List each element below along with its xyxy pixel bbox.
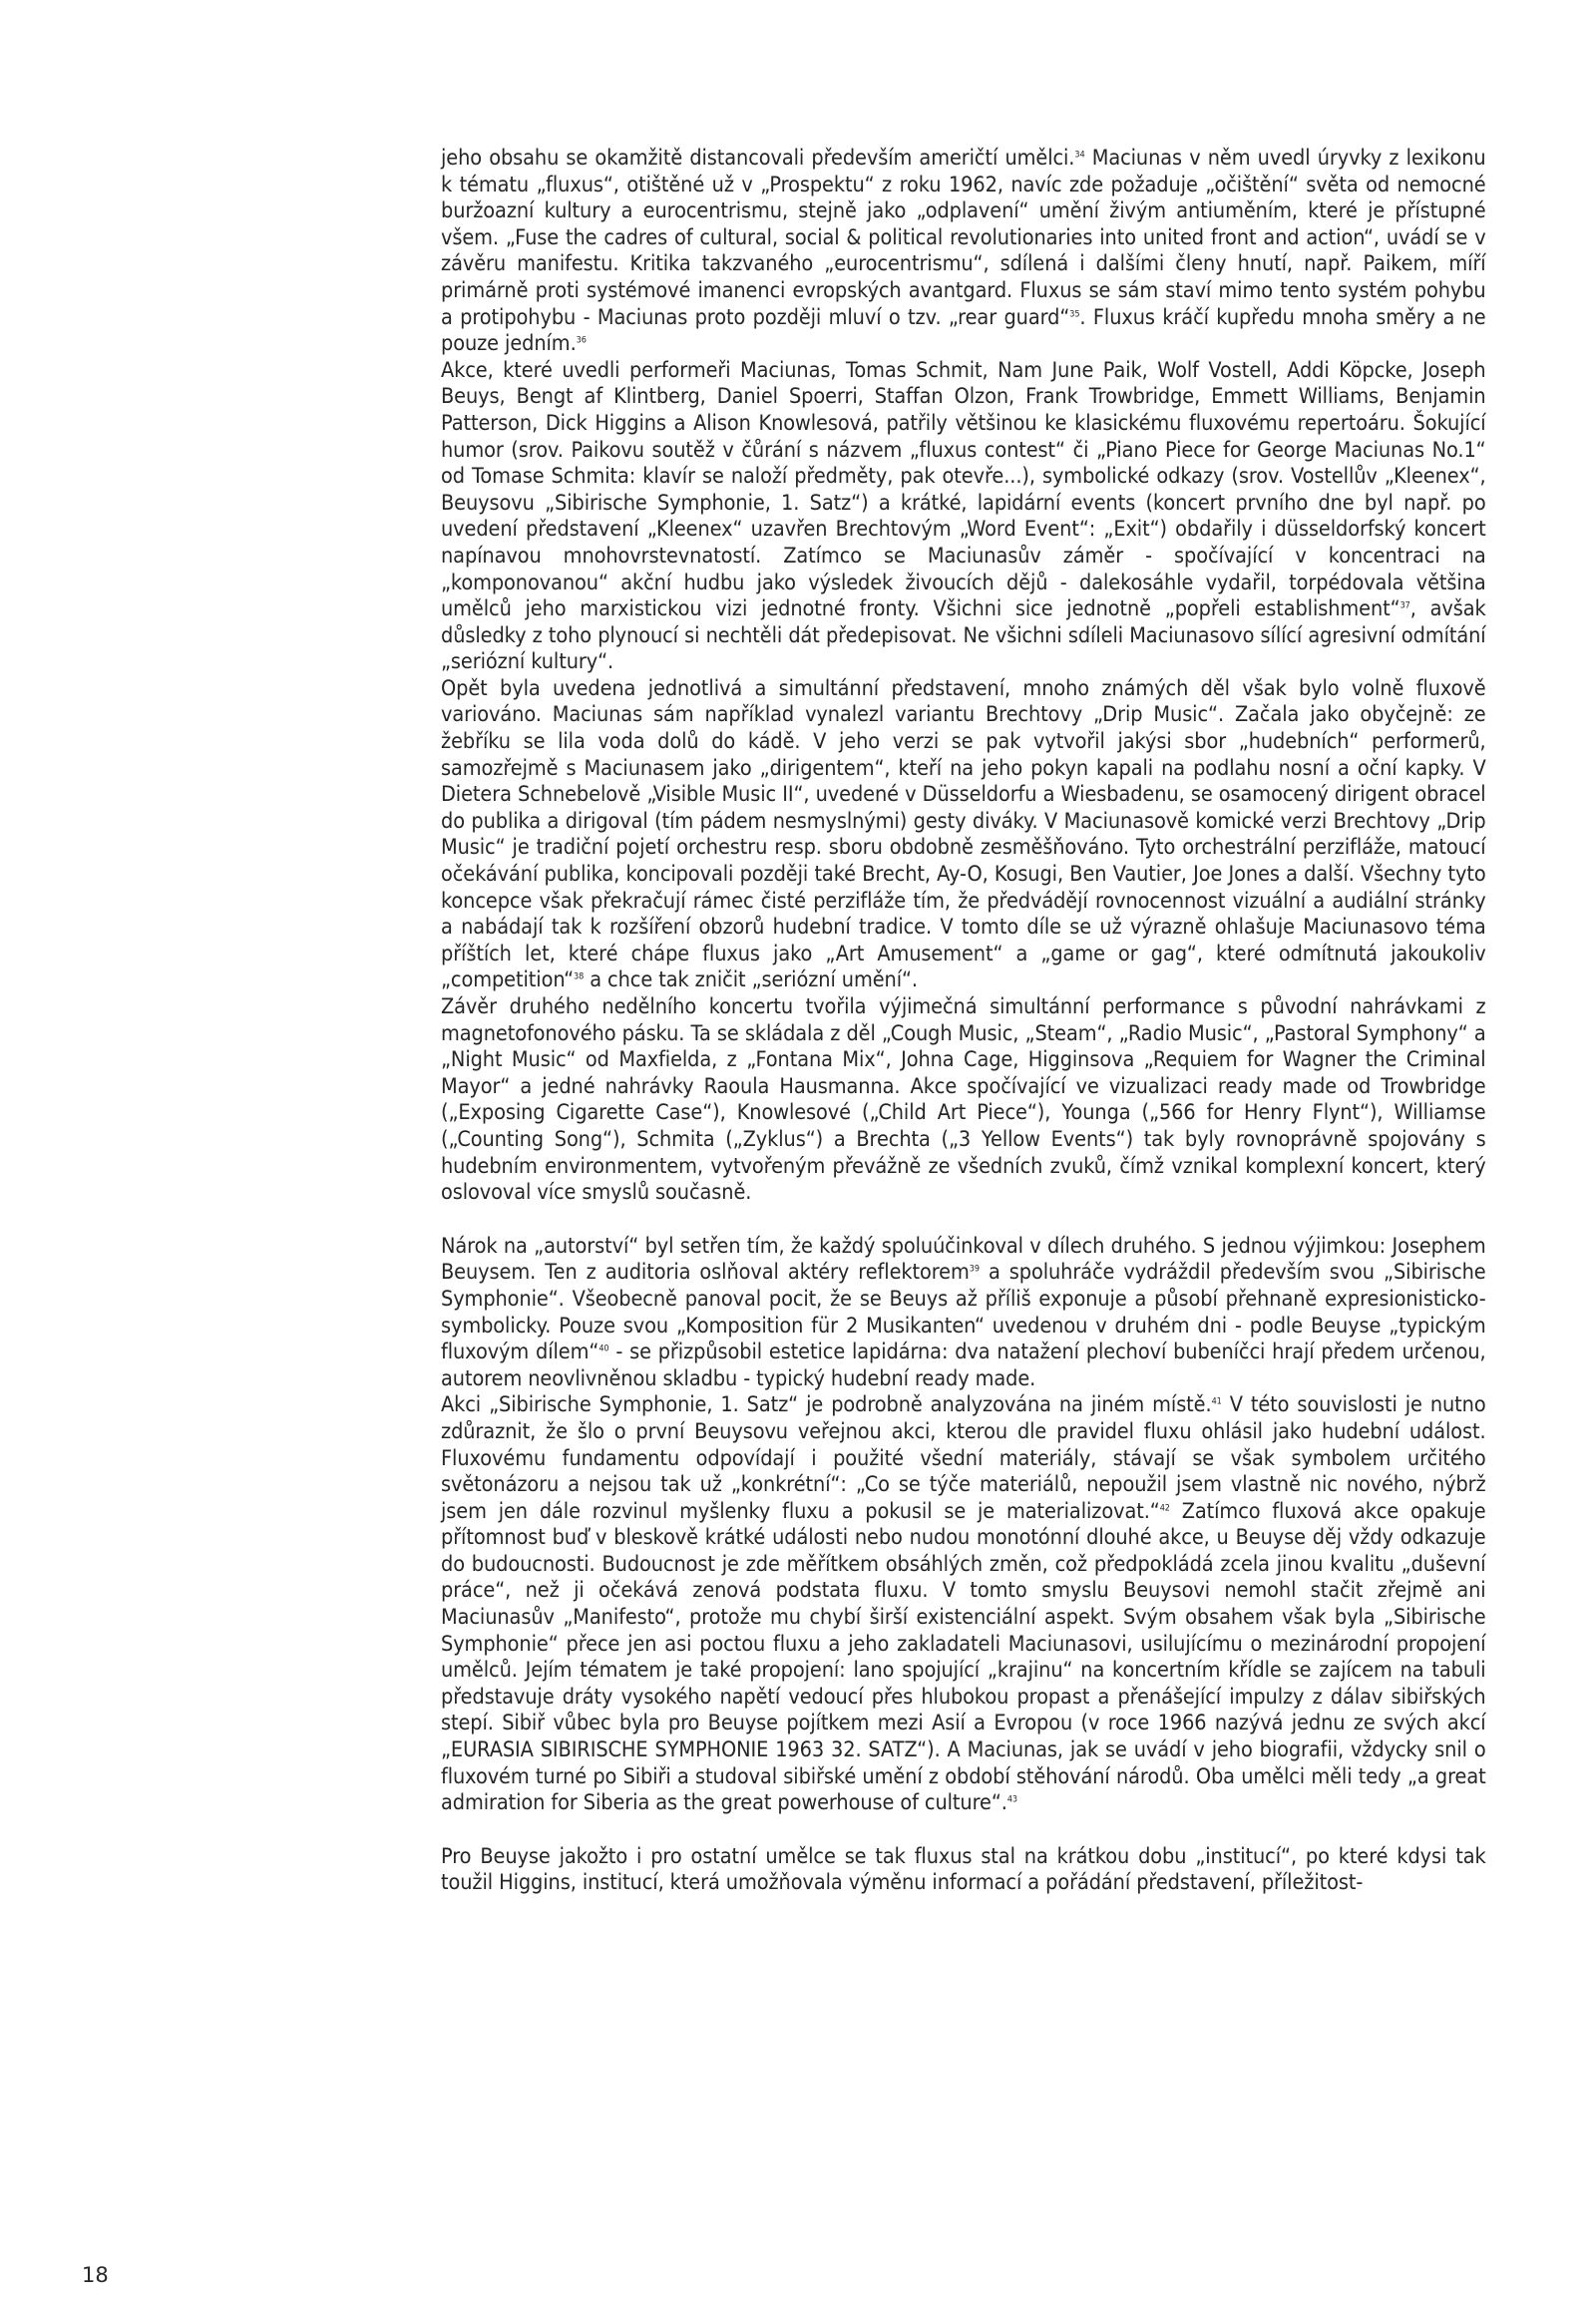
footnote-ref: 39 — [969, 1264, 980, 1275]
body-text — [441, 146, 1486, 1897]
paragraph: Pro Beuyse jakožto i pro ostatní umělce se tak fluxus stal na krátkou dobu „institucí“, po které kdysi tak toužil Higgins, institucí, která umožňovala výměnu informací a pořádání představení, příležitost- — [441, 1843, 1486, 1896]
paragraph: Nárok na „autorství“ byl setřen tím, že každý spoluúčinkoval v dílech druhého. S jednou výjimkou: Josephem Beuysem. Ten z auditoria oslňoval aktéry reflektorem$^{39}$ a spoluhráče vydráždil především svou „Sibirische Symphonie“. Všeobecně panoval pocit, že se Beuys až příliš exponuje a působí přehnaně expresionisticko-symbolicky. Pouze svou „Komposition für 2 Musikanten“ uvedenou v druhém dni - podle Beuyse „typickým fluxovým dílem“$^{40}$ - se přizpůsobil estetice lapidárna: dva natažení plechoví bubeníčci hrají předem určenou, autorem neovlivněnou skladbu - typický hudební ready made. — [441, 1233, 1486, 1391]
paragraph: Akce, které uvedli performeři Maciunas, Tomas Schmit, Nam June Paik, Wolf Vostell, Addi Köpcke, Joseph Beuys, Bengt af Klintberg, Daniel Spoerri, Staffan Olzon, Frank Trowbridge, Emmett Williams, Benjamin Patterson, Dick Higgins a Alison Knowlesová, patřily většinou ke klasickému fluxovému repertoáru. Šokující humor (srov. Paikovu soutěž v čůrání s názvem „fluxus contest“ či „Piano Piece for George Maciunas No.1“ od Tomase Schmita: klavír se naloží předměty, pak otevře...), symbolické odkazy (srov. Vostellův „Kleenex“, Beuysovu „Sibirische Symphonie, 1. Satz“) a krátké, lapidární events (koncert prvního dne byl např. po uvedení představení „Kleenex“ uzavřen Brechtovým „Word Event“: „Exit“) obdařily i düsseldorfský koncert napínavou mnohovrstevnatostí. Zatímco se Maciunasův záměr - spočívající v koncentraci na „komponovanou“ akční hudbu jako výsledek živoucích dějů - dalekosáhle vydařil, torpédovala většina umělců jeho marxistickou vizi jednotné fronty. Všichni sice jednotně „popřeli establishment“$^{37}$, avšak důsledky z toho plynoucí si nechtěli dát předepisovat. Ne všichni sdíleli Maciunasovo sílící agresivní odmítání „seriózní kultury“. — [441, 357, 1486, 675]
paragraph: Závěr druhého nedělního koncertu tvořila výjimečná simultánní performance s původní nahrávkami z magnetofonového pásku. Ta se skládala z děl „Cough Music, „Steam“, „Radio Music“, „Pastoral Symphony“ a „Night Music“ od Maxfielda, z „Fontana Mix“, Johna Cage, Higginsova „Requiem for Wagner the Criminal Mayor“ a jedné nahrávky Raoula Hausmanna. Akce spočívající ve vizualizaci ready made od Trowbridge („Exposing Cigarette Case“), Knowlesové („Child Art Piece“), Younga („566 for Henry Flynt“), Williamse („Counting Song“), Schmita („Zyklus“) a Brechta („3 Yellow Events“) tak byly rovnoprávně spojovány s hudebním environmentem, vytvořeným převážně ze všedních zvuků, čímž vznikal komplexní koncert, který oslovoval více smyslů současně. — [441, 994, 1486, 1206]
footnote-ref: 40 — [598, 1344, 609, 1354]
page-number: 18 — [82, 2263, 109, 2287]
footnote-ref: 38 — [574, 971, 585, 982]
footnote-ref: 42 — [1159, 1503, 1170, 1514]
footnote-ref: 43 — [1006, 1794, 1018, 1805]
footnote-ref: 37 — [1399, 600, 1410, 611]
footnote-ref: 34 — [1074, 150, 1085, 161]
paragraph: Opět byla uvedena jednotlivá a simultánní představení, mnoho známých děl však bylo volně fluxově variováno. Maciunas sám například vynalezl variantu Brechtovy „Drip Music“. Začala jako obyčejně: ze žebříku se lila voda dolů do kádě. V jeho verzi se pak vytvořil jakýsi sbor „hudebních“ performerů, samozřejmě s Maciunasem jako „dirigentem“, kteří na jeho pokyn kapali na podlahu nosní a oční kapky. V Dietera Schnebelově „Visible Music II“, uvedené v Düsseldorfu a Wiesbadenu, se osamocený dirigent obracel do publika a dirigoval (tím pádem nesmyslnými) gesty diváky. V Maciunasově komické verzi Brechtovy „Drip Music“ je tradiční pojetí orchestru resp. sboru obdobně zesměšňováno. Tyto orchestrální perzifláže, matoucí očekávání publika, koncipovali později také Brecht, Ay-O, Kosugi, Ben Vautier, Joe Jones a další. Všechny tyto koncepce však překračují rámec čisté perzifláže tím, že předvádějí rovnocennost vizuální a audiální stránky a nabádají tak k rozšíření obzorů hudební tradice. V tomto díle se už výrazně ohlašuje Maciunasovo téma příštích let, které chápe fluxus jako „Art Amusement“ a „game or gag“, které odmítnutá jakoukoliv „competition“$^{38}$ a chce tak zničit „seriózní umění“. — [441, 675, 1486, 993]
footnote-ref: 35 — [1069, 308, 1080, 319]
paragraph: Akci „Sibirische Symphonie, 1. Satz“ je podrobně analyzována na jiném místě.$^{41}$ V této souvislosti je nutno zdůraznit, že šlo o první Beuysovu veřejnou akci, kterou dle pravidel fluxu ohlásil jako hudební událost. Fluxovému fundamentu odpovídají i použité všední materiály, stávají se však symbolem určitého světonázoru a nejsou tak už „konkrétní“: „Co se týče materiálů, nepoužil jsem vlastně nic nového, nýbrž jsem jen dále rozvinul myšlenky fluxu a pokusil se je materializovat.“$^{42}$ Zatímco fluxová akce opakuje přítomnost buď v bleskově krátké události nebo nudou monotónní dlouhé akce, u Beuyse děj vždy odkazuje do budoucnosti. Budoucnost je zde měřítkem obsáhlých změn, což předpokládá zcela jinou kvalitu „duševní práce“, než ji očekává zenová podstata fluxu. V tomto smyslu Beuysovi nemohl stačit zřejmě ani Maciunasův „Manifesto“, protože mu chybí širší existenciální aspekt. Svým obsahem však byla „Sibirische Symphonie“ přece jen asi poctou fluxu a jeho zakladateli Maciunasovi, usilujícímu o mezinárodní propojení umělců. Jejím tématem je také propojení: lano spojující „krajinu“ na koncertním křídle se zajícem na tabuli představuje dráty vysokého napětí vedoucí přes hlubokou propast a přenášející impulzy z dálav sibiřských stepí. Sibiř vůbec byla pro Beuyse pojítkem mezi Asií a Evropou (v roce 1966 nazývá jednu ze svých akcí „EURASIA SIBIRISCHE SYMPHONIE 1963 32. SATZ“). A Maciunas, jak se uvádí v jeho biografii, vždycky snil o fluxovém turné po Sibiři a studoval sibiřské umění z období stěhování národů. Oba umělci měli tedy „a great admiration for Siberia as the great powerhouse of culture“.$^{43}$ — [441, 1392, 1486, 1816]
paragraph: jeho obsahu se okamžitě distancovali především američtí umělci.$^{34}$ Maciunas v něm uvedl úryvky z lexikonu k tématu „fluxus“, otištěné už v „Prospektu“ z roku 1962, navíc zde požaduje „očištění“ světa od nemocné buržoazní kultury a eurocentrismu, stejně jako „odplavení“ umění živým antiuměním, které je přístupné všem. „Fuse the cadres of cultural, social & political revolutionaries into united front and action“, uvádí se v závěru manifestu. Kritika takzvaného „eurocentrismu“, sdílená i dalšími členy hnutí, např. Paikem, míří primárně proti systémové imanenci evropských avantgard. Fluxus se sám staví mimo tento systém pohybu a protipohybu - Maciunas proto později mluví o tzv. „rear guard“$^{35}$. Fluxus kráčí kupředu mnoha směry a ne pouze jedním.$^{36}$ — [441, 146, 1486, 357]
footnote-ref: 41 — [1211, 1396, 1222, 1407]
footnote-ref: 36 — [576, 335, 587, 346]
